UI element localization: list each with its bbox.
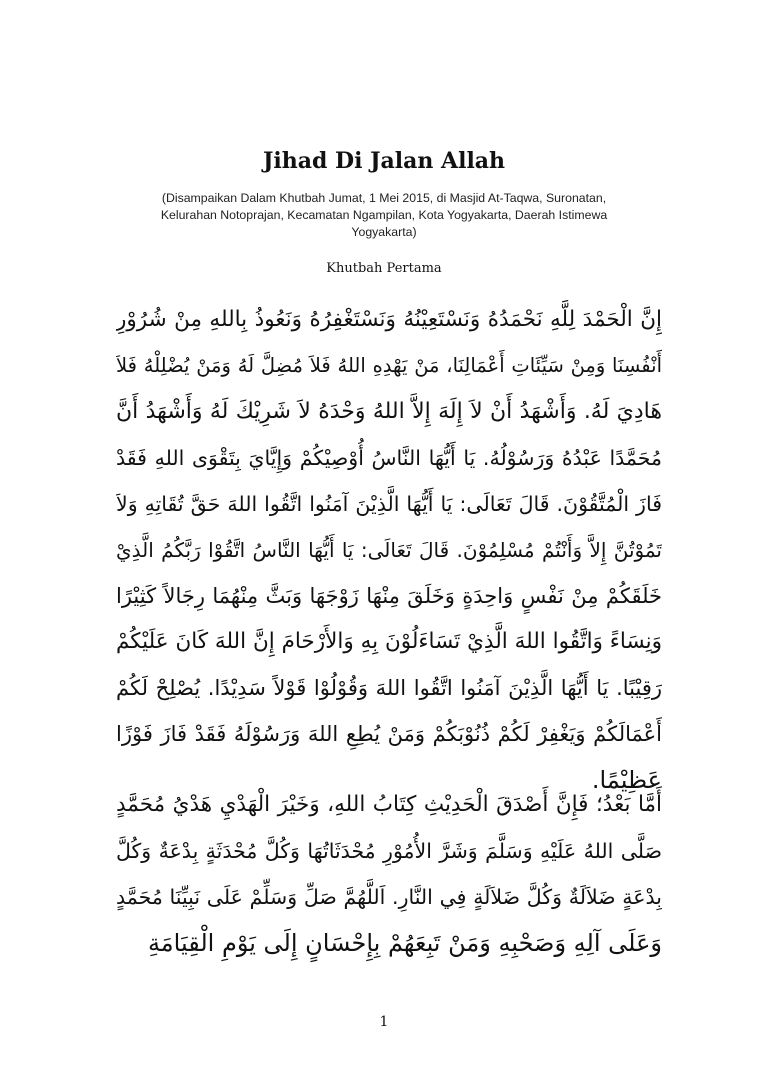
arabic-line: صَلَّى اللهُ عَلَيْهِ وَسَلَّمَ وَشَرَّ الأُمُوْرِ مُحْدَثَاتُهَا وَكُلَّ مُحْدَثَةٍ بِدْعَةٌ وَكُلَّ bbox=[116, 839, 662, 863]
arabic-line: أَعْمَالَكُمْ وَيَغْفِرْ لَكُمْ ذُنُوْبَكُمْ وَمَنْ يُطِعِ اللهَ وَرَسُوْلَهُ فَقَدْ فَازَ فَوْزًا bbox=[116, 722, 662, 746]
arabic-line: إِنَّ الْحَمْدَ لِلَّهِ نَحْمَدُهُ وَنَسْتَعِيْنُهُ وَنَسْتَغْفِرُهُ وَنَعُوذُ بِاللهِ مِنْ شُرُوْرِ bbox=[116, 307, 662, 332]
arabic-line: هَادِيَ لَهُ. وَأَشْهَدُ أَنْ لاَ إِلَهَ إِلاَّ اللهُ وَحْدَهُ لاَ شَرِيْكَ لَهُ وَأَشْهَدُ أَنَّ bbox=[116, 399, 662, 424]
arabic-line: أَمَّا بَعْدُ؛ فَإِنَّ أَصْدَقَ الْحَدِيْثِ كِتَابُ اللهِ، وَخَيْرَ الْهَدْيِ هَدْيُ مُحَمَّدٍ bbox=[116, 792, 662, 817]
arabic-line: وَنِسَاءً وَاتَّقُوا اللهَ الَّذِيْ تَسَاءَلُوْنَ بِهِ وَالأَرْحَامَ إِنَّ اللهَ كَانَ عَلَيْكُمْ bbox=[116, 629, 662, 654]
arabic-line: مُحَمَّدًا عَبْدُهُ وَرَسُوْلُهُ. يَا أَيُّهَا النَّاسُ أُوْصِيْكُمْ وَإِيَّايَ بِتَقْوَى اللهِ فَقَدْ bbox=[116, 446, 662, 470]
page-number: 1 bbox=[379, 1014, 389, 1030]
arabic-paragraph-amma-badu bbox=[116, 782, 662, 966]
arabic-line: عَظِيْمًا. bbox=[591, 766, 662, 794]
arabic-line: وَعَلَى آلِهِ وَصَحْبِهِ وَمَنْ تَبِعَهُمْ بِإِحْسَانٍ إِلَى يَوْمِ الْقِيَامَةِ bbox=[147, 929, 662, 957]
document-subtitle: (Disampaikan Dalam Khutbah Jumat, 1 Mei 2015, di Masjid At-Taqwa, Suronatan, Kelurahan Notoprajan, Kecamatan Ngampilan, Kota Yogyakarta, Daerah Istimewa Yogyakarta) bbox=[160, 191, 608, 239]
section-heading: Khutbah Pertama bbox=[326, 261, 442, 276]
document-title: Jihad Di Jalan Allah bbox=[262, 148, 506, 174]
arabic-line: تَمُوْتُنَّ إِلاَّ وَأَنْتُمْ مُسْلِمُوْنَ. قَالَ تَعَالَى: يَا أَيُّهَا النَّاسُ اتَّقُوْا رَبَّكُمُ الَّذِيْ bbox=[116, 538, 662, 562]
arabic-paragraph-opening bbox=[116, 297, 662, 803]
arabic-line: بِدْعَةٍ ضَلاَلَةٌ وَكُلَّ ضَلاَلَةٍ فِي النَّارِ. اَللَّهُمَّ صَلِّ وَسَلِّمْ عَلَى نَبِيِّنَا مُحَمَّدٍ bbox=[116, 885, 662, 909]
arabic-line: رَقِيْبًا. يَا أَيُّهَا الَّذِيْنَ آمَنُوا اتَّقُوا اللهَ وَقُوْلُوْا قَوْلاً سَدِيْدًا. يُصْلِحْ لَكُمْ bbox=[116, 676, 662, 700]
arabic-line: خَلَقَكُمْ مِنْ نَفْسٍ وَاحِدَةٍ وَخَلَقَ مِنْهَا زَوْجَهَا وَبَثَّ مِنْهُمَا رِجَالاً كَثِيْرًا bbox=[116, 584, 662, 608]
arabic-line: فَازَ الْمُتَّقُوْنَ. قَالَ تَعَالَى: يَا أَيُّهَا الَّذِيْنَ آمَنُوا اتَّقُوا اللهَ حَقَّ تُقَاتِهِ وَلاَ bbox=[116, 492, 662, 516]
arabic-line: أَنْفُسِنَا وَمِنْ سَيِّئَاتِ أَعْمَالِنَا، مَنْ يَهْدِهِ اللهُ فَلاَ مُضِلَّ لَهُ وَمَنْ يُضْلِلْهُ فَلاَ bbox=[116, 354, 662, 377]
